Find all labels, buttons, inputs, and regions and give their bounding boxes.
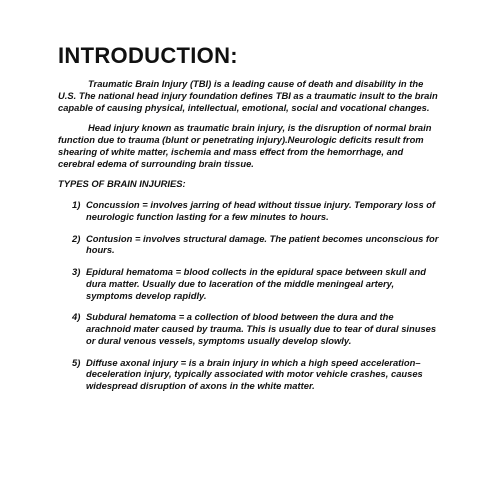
- page-title: INTRODUCTION:: [58, 43, 238, 68]
- list-item-number: 5): [72, 356, 81, 368]
- list-item-number: 2): [72, 232, 81, 244]
- list-item-number: 4): [72, 311, 81, 323]
- list-item-text: Contusion = involves structural damage. The patient becomes unconscious for hours.: [86, 232, 439, 256]
- intro-paragraph-1: Traumatic Brain Injury (TBI) is a leading cause of death and disability in the U.S. The national head injury foundation defines TBI as a traumatic insult to the brain capable of causing physical, intellectual, emotional, social and vocational changes.: [58, 78, 438, 113]
- list-item-subdural-hematoma: [58, 311, 439, 346]
- list-item-text: Diffuse axonal injury = is a brain injury in which a high speed acceleration–deceleration injury, typically associated with motor vehicle crashes, causes widespread disruption of axons in the white matter.: [86, 356, 423, 392]
- intro-paragraph-2: Head injury known as traumatic brain injury, is the disruption of normal brain function due to trauma (blunt or penetrating injury).Neurologic deficits result from shearing of white matter, ischemia and mass effect from the hemorrhage, and cerebral edema of surrounding brain tissue.: [58, 122, 432, 169]
- section-title-types: TYPES OF BRAIN INJURIES:: [58, 178, 186, 190]
- list-item-epidural-hematoma: [58, 266, 439, 301]
- brain-injury-types-list: [58, 199, 439, 392]
- list-item-number: 3): [72, 266, 81, 278]
- list-item-concussion: [58, 199, 439, 223]
- list-item-text: Subdural hematoma = a collection of blood between the dura and the arachnoid mater caused by trauma. This is usually due to tear of dural sinuses or dural venous vessels, symptoms usually develop slowly.: [86, 311, 437, 346]
- list-item-text: Concussion = involves jarring of head without tissue injury. Temporary loss of neurologic function lasting for a few minutes to hours.: [86, 199, 436, 222]
- list-item-diffuse-axonal-injury: [58, 357, 439, 392]
- list-item-text: Epidural hematoma = blood collects in the epidural space between skull and dura matter. Usually due to laceration of the middle meningeal artery, symptoms develop rapidly.: [86, 266, 426, 301]
- list-item-contusion: [58, 233, 439, 257]
- list-item-number: 1): [72, 199, 81, 211]
